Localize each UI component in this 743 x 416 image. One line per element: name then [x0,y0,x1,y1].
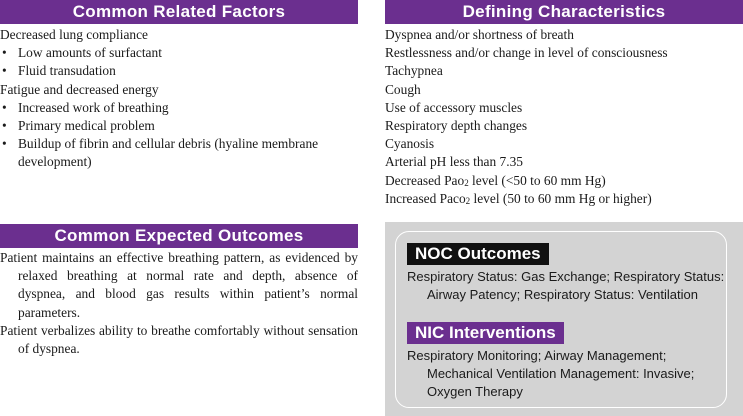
characteristic-item: Tachypnea [385,63,443,79]
defining-characteristics-header: Defining Characteristics [385,0,743,24]
related-factors-list [0,26,358,172]
factor-bullet: • Buildup of fibrin and cellular debris (hyaline membrane development) [2,136,319,170]
characteristic-item: Respiratory depth changes [385,118,528,134]
outcome-item: Patient verbalizes ability to breathe comfortably without sensation of dyspnea. [0,322,358,357]
noc-outcomes-text: Respiratory Status: Gas Exchange; Respiratory Status: Airway Patency; Respiratory Status: Ventilation [407,269,725,302]
factor-bullet: • Increased work of breathing [2,99,169,115]
nic-interventions-text: Respiratory Monitoring; Airway Management; Mechanical Ventilation Management: Invasive; Oxygen Therapy [407,348,695,399]
characteristic-item-pao2: Decreased Pao$_2$ level (<50 to 60 mm Hg) [385,172,606,188]
characteristic-item: Cyanosis [385,136,435,152]
factor-bullet: • Primary medical problem [2,118,155,134]
expected-outcomes-header: Common Expected Outcomes [0,224,358,248]
characteristic-item: Cough [385,81,421,97]
factor-bullet: • Fluid transudation [2,63,116,79]
characteristic-item: Arterial pH less than 7.35 [385,154,523,170]
factor-group-heading: Fatigue and decreased energy [0,81,159,97]
factor-group-heading: Decreased lung compliance [0,27,148,42]
related-factors-header: Common Related Factors [0,0,358,24]
expected-outcomes-list [0,249,358,358]
defining-characteristics-list [385,26,743,208]
characteristic-item: Dyspnea and/or shortness of breath [385,27,574,42]
noc-outcomes-label: NOC Outcomes [407,243,549,265]
factor-bullet: • Low amounts of surfactant [2,45,162,61]
outcome-item: Patient maintains an effective breathing pattern, as evidenced by relaxed breathing at normal rate and depth, absence of dyspnea, and blood gas results within patient’s normal parameters. [0,250,358,320]
characteristic-item: Restlessness and/or change in level of consciousness [385,45,668,61]
nic-interventions-label: NIC Interventions [407,322,564,344]
characteristic-item: Use of accessory muscles [385,99,523,115]
characteristic-item-paco2: Increased Paco$_2$ level (50 to 60 mm Hg or higher) [385,190,652,206]
